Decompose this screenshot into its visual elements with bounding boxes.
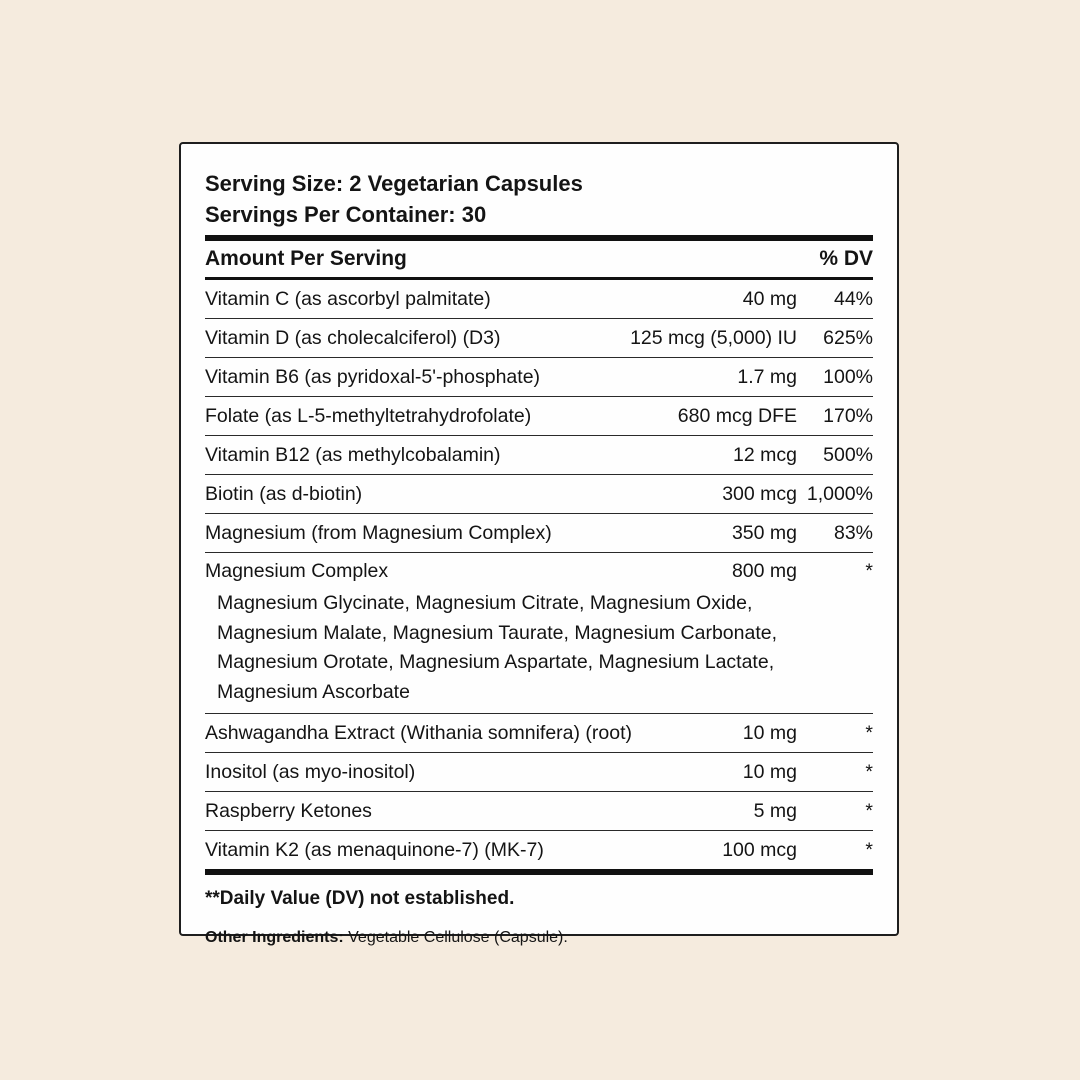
nutrient-dv: 625% [823, 326, 873, 349]
nutrient-dv: 100% [823, 365, 873, 388]
amount-per-serving-label: Amount Per Serving [205, 247, 407, 270]
nutrient-dv: * [865, 760, 873, 783]
nutrient-amount: 10 mg [742, 760, 797, 783]
nutrient-amount: 40 mg [742, 287, 797, 310]
nutrient-rows [205, 280, 873, 553]
table-row [205, 792, 873, 831]
table-row [205, 280, 873, 319]
botanical-rows [205, 714, 873, 869]
nutrient-dv: * [865, 799, 873, 822]
servings-per-container: Servings Per Container: 30 [205, 202, 487, 227]
nutrient-name: Raspberry Ketones [205, 799, 372, 822]
nutrient-name: Vitamin B6 (as pyridoxal-5'-phosphate) [205, 365, 541, 388]
serving-size: Serving Size: 2 Vegetarian Capsules [205, 171, 583, 196]
complex-ingredients-line: Magnesium Glycinate, Magnesium Citrate, Magnesium Oxide, [217, 592, 753, 614]
complex-ingredients-line: Magnesium Malate, Magnesium Taurate, Magnesium Carbonate, [217, 621, 778, 644]
table-row [205, 397, 873, 436]
table-row [205, 514, 873, 553]
nutrient-amount: 680 mcg DFE [677, 404, 797, 427]
nutrient-dv: 44% [833, 287, 873, 310]
table-row [205, 831, 873, 869]
bottom-thick-divider [205, 869, 873, 875]
nutrient-dv: * [865, 838, 873, 861]
dv-footnote: **Daily Value (DV) not established. [205, 888, 515, 909]
complex-ingredients-line: Magnesium Ascorbate [217, 680, 410, 703]
nutrient-name: Ashwagandha Extract (Withania somnifera) (root) [205, 721, 633, 744]
dv-header-label: % DV [819, 247, 873, 270]
nutrient-amount: 350 mg [731, 521, 797, 544]
other-ingredients-label: Other Ingredients: [205, 929, 344, 946]
table-row [205, 319, 873, 358]
table-row [205, 753, 873, 792]
table-header [205, 241, 873, 277]
table-row [205, 714, 873, 753]
nutrient-name: Vitamin B12 (as methylcobalamin) [205, 443, 501, 466]
supplement-facts-panel [179, 142, 899, 946]
nutrient-dv: 1,000% [806, 482, 873, 505]
table-row [205, 436, 873, 475]
nutrient-name: Vitamin K2 (as menaquinone-7) (MK-7) [205, 838, 544, 861]
magnesium-complex-row [205, 553, 873, 714]
table-row [205, 358, 873, 397]
nutrient-name: Inositol (as myo-inositol) [205, 760, 416, 783]
complex-dv: * [865, 560, 873, 582]
nutrient-amount: 100 mcg [722, 838, 797, 861]
nutrient-amount: 12 mcg [733, 443, 797, 466]
nutrient-dv: 170% [823, 404, 873, 427]
nutrient-name: Vitamin D (as cholecalciferol) (D3) [205, 326, 501, 349]
other-ingredients-value: Vegetable Cellulose (Capsule). [348, 929, 568, 946]
table-row [205, 475, 873, 514]
nutrient-amount: 125 mcg (5,000) IU [630, 326, 797, 349]
nutrient-amount: 5 mg [753, 799, 797, 822]
nutrient-amount: 1.7 mg [737, 365, 797, 388]
nutrient-dv: 83% [833, 521, 873, 544]
complex-amount: 800 mg [731, 560, 797, 582]
nutrient-dv: 500% [823, 443, 873, 466]
other-ingredients [205, 927, 873, 949]
complex-ingredients [205, 589, 817, 707]
nutrient-amount: 10 mg [742, 721, 797, 744]
nutrient-name: Folate (as L-5-methyltetrahydrofolate) [205, 404, 532, 427]
complex-ingredients-line: Magnesium Orotate, Magnesium Aspartate, Magnesium Lactate, [217, 651, 775, 673]
nutrient-name: Biotin (as d-biotin) [205, 482, 363, 505]
nutrient-name: Vitamin C (as ascorbyl palmitate) [205, 287, 491, 310]
complex-name: Magnesium Complex [205, 560, 389, 582]
nutrient-name: Magnesium (from Magnesium Complex) [205, 521, 552, 544]
serving-info [205, 168, 873, 230]
nutrient-dv: * [865, 721, 873, 744]
nutrient-amount: 300 mcg [722, 482, 797, 505]
